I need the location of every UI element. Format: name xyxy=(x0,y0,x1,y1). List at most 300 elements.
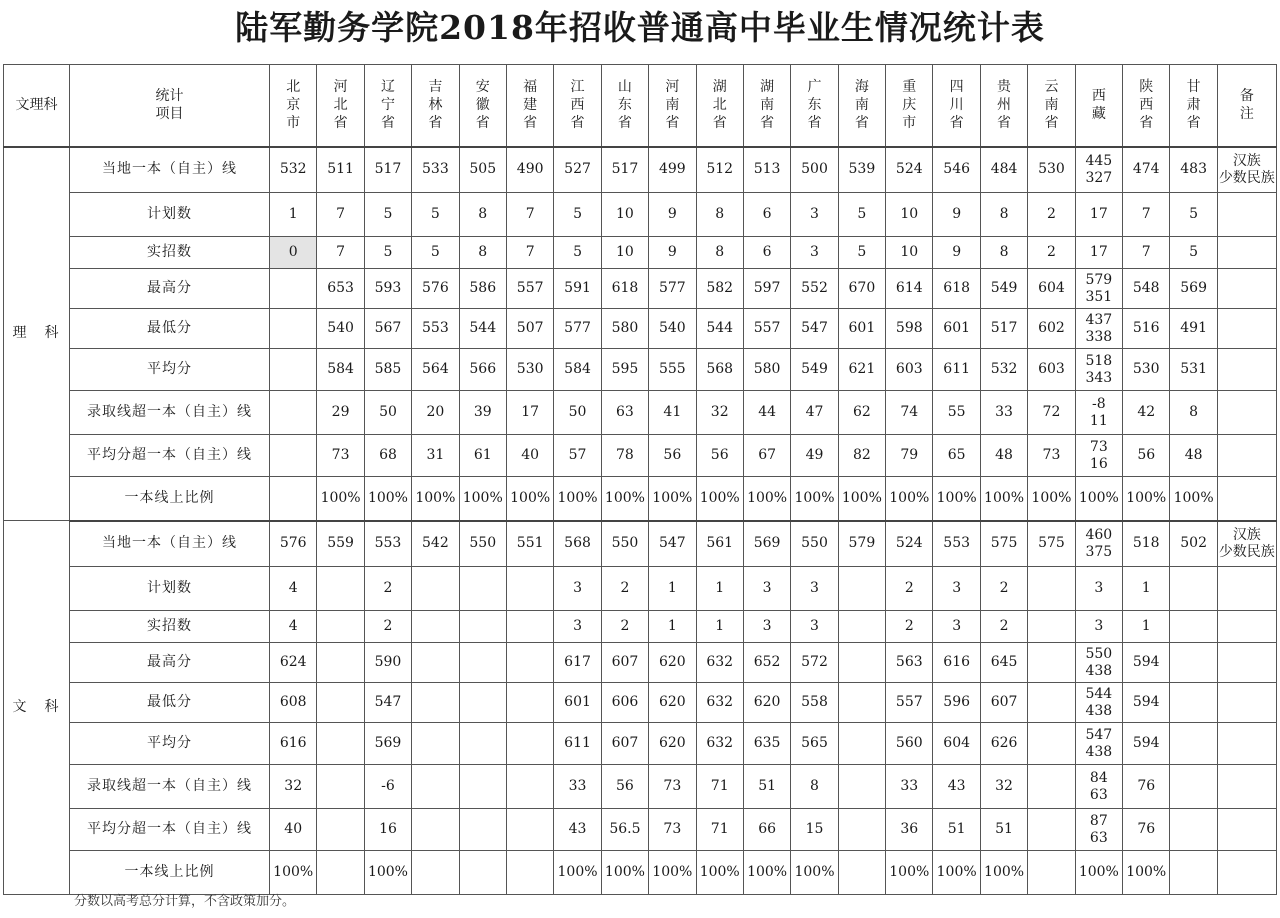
header-province-19: 甘 肃 省 xyxy=(1170,65,1217,147)
table-cell: 87 63 xyxy=(1075,809,1122,851)
table-cell xyxy=(506,567,553,611)
table-cell: 39 xyxy=(459,391,506,435)
table-cell: 50 xyxy=(554,391,601,435)
table-cell: 3 xyxy=(933,567,980,611)
table-cell: 621 xyxy=(838,349,885,391)
table-cell: 483 xyxy=(1170,147,1217,193)
row-note xyxy=(1217,269,1276,309)
table-cell: 76 xyxy=(1123,765,1170,809)
table-cell: 5 xyxy=(1170,193,1217,237)
table-cell: 100% xyxy=(886,851,933,895)
table-row xyxy=(4,765,1277,809)
table-cell: 100% xyxy=(1028,477,1075,521)
table-row xyxy=(4,147,1277,193)
table-cell: 72 xyxy=(1028,391,1075,435)
table-cell: 569 xyxy=(1170,269,1217,309)
table-row xyxy=(4,193,1277,237)
table-cell: 626 xyxy=(980,723,1027,765)
table-cell xyxy=(1170,567,1217,611)
table-cell: 10 xyxy=(886,193,933,237)
table-cell: 582 xyxy=(696,269,743,309)
table-cell: 100% xyxy=(649,851,696,895)
table-cell: 611 xyxy=(933,349,980,391)
table-cell: 601 xyxy=(554,683,601,723)
table-cell: 48 xyxy=(1170,435,1217,477)
table-cell: 51 xyxy=(933,809,980,851)
header-province-0: 北 京 市 xyxy=(270,65,317,147)
table-cell: 10 xyxy=(886,237,933,269)
header-province-14: 四 川 省 xyxy=(933,65,980,147)
row-label: 平均分 xyxy=(70,723,270,765)
table-row xyxy=(4,567,1277,611)
table-cell: 568 xyxy=(696,349,743,391)
table-cell: 527 xyxy=(554,147,601,193)
table-cell xyxy=(1028,851,1075,895)
table-cell: 632 xyxy=(696,723,743,765)
table-cell: 73 xyxy=(649,809,696,851)
table-cell: 530 xyxy=(1028,147,1075,193)
table-cell: 474 xyxy=(1123,147,1170,193)
table-cell: 593 xyxy=(364,269,411,309)
table-cell: 2 xyxy=(364,567,411,611)
header-province-8: 河 南 省 xyxy=(649,65,696,147)
table-cell xyxy=(506,683,553,723)
table-cell: 594 xyxy=(1123,643,1170,683)
table-cell: 1 xyxy=(270,193,317,237)
table-cell: 43 xyxy=(933,765,980,809)
table-cell xyxy=(506,723,553,765)
table-cell: 618 xyxy=(601,269,648,309)
table-cell xyxy=(838,809,885,851)
table-cell xyxy=(317,611,364,643)
table-cell: 29 xyxy=(317,391,364,435)
table-cell xyxy=(412,611,459,643)
table-cell: 524 xyxy=(886,521,933,567)
header-province-5: 福 建 省 xyxy=(506,65,553,147)
table-cell: 7 xyxy=(1123,193,1170,237)
table-cell: 9 xyxy=(933,237,980,269)
table-cell xyxy=(270,477,317,521)
table-cell: 491 xyxy=(1170,309,1217,349)
row-label: 一本线上比例 xyxy=(70,477,270,521)
header-province-15: 贵 州 省 xyxy=(980,65,1027,147)
table-cell xyxy=(1028,765,1075,809)
table-cell: 632 xyxy=(696,643,743,683)
table-cell xyxy=(1170,611,1217,643)
row-label: 实招数 xyxy=(70,611,270,643)
table-cell xyxy=(412,643,459,683)
table-cell: 601 xyxy=(933,309,980,349)
table-cell: 4 xyxy=(270,567,317,611)
table-cell xyxy=(838,611,885,643)
table-cell: 8 xyxy=(696,237,743,269)
table-cell: 547 xyxy=(649,521,696,567)
table-cell xyxy=(459,765,506,809)
table-cell: 1 xyxy=(1123,611,1170,643)
table-cell: 57 xyxy=(554,435,601,477)
table-cell: 524 xyxy=(886,147,933,193)
table-cell: 7 xyxy=(1123,237,1170,269)
table-cell: 33 xyxy=(554,765,601,809)
row-label: 计划数 xyxy=(70,567,270,611)
table-row xyxy=(4,477,1277,521)
table-cell: 31 xyxy=(412,435,459,477)
table-cell: 579 xyxy=(838,521,885,567)
table-cell: 602 xyxy=(1028,309,1075,349)
table-row xyxy=(4,435,1277,477)
table-cell xyxy=(317,567,364,611)
table-cell: 5 xyxy=(412,237,459,269)
table-cell: 569 xyxy=(743,521,790,567)
table-cell: 9 xyxy=(649,237,696,269)
table-cell: 3 xyxy=(743,567,790,611)
table-cell: 544 xyxy=(696,309,743,349)
table-cell: 68 xyxy=(364,435,411,477)
table-cell: 100% xyxy=(1075,851,1122,895)
header-province-10: 湖 南 省 xyxy=(743,65,790,147)
table-cell: 484 xyxy=(980,147,1027,193)
table-cell: 8 xyxy=(696,193,743,237)
table-cell: 607 xyxy=(601,723,648,765)
table-cell: 564 xyxy=(412,349,459,391)
section-category: 理 科 xyxy=(4,147,70,521)
table-cell: 5 xyxy=(554,237,601,269)
table-cell: 551 xyxy=(506,521,553,567)
row-note xyxy=(1217,809,1276,851)
table-cell: 445 327 xyxy=(1075,147,1122,193)
table-cell: 61 xyxy=(459,435,506,477)
header-province-16: 云 南 省 xyxy=(1028,65,1075,147)
table-cell: 5 xyxy=(364,237,411,269)
statistics-table xyxy=(3,64,1277,895)
table-cell: 531 xyxy=(1170,349,1217,391)
table-cell: 100% xyxy=(459,477,506,521)
table-row xyxy=(4,683,1277,723)
table-cell: 3 xyxy=(791,567,838,611)
table-cell: 56.5 xyxy=(601,809,648,851)
table-row xyxy=(4,611,1277,643)
table-cell: 3 xyxy=(933,611,980,643)
header-item: 统计 项目 xyxy=(70,65,270,147)
table-cell: 544 xyxy=(459,309,506,349)
table-cell: 608 xyxy=(270,683,317,723)
table-row xyxy=(4,521,1277,567)
table-cell: 82 xyxy=(838,435,885,477)
header-province-17: 西 藏 xyxy=(1075,65,1122,147)
table-cell: 547 xyxy=(791,309,838,349)
table-cell: 44 xyxy=(743,391,790,435)
table-cell: 5 xyxy=(838,193,885,237)
table-cell: 100% xyxy=(743,851,790,895)
table-cell: 2 xyxy=(886,611,933,643)
table-cell: 530 xyxy=(1123,349,1170,391)
row-label: 平均分超一本（自主）线 xyxy=(70,809,270,851)
table-cell: 65 xyxy=(933,435,980,477)
table-cell: -8 11 xyxy=(1075,391,1122,435)
table-cell: 100% xyxy=(696,477,743,521)
row-note xyxy=(1217,851,1276,895)
table-cell: 47 xyxy=(791,391,838,435)
table-cell xyxy=(459,851,506,895)
table-row xyxy=(4,643,1277,683)
table-cell: 5 xyxy=(412,193,459,237)
table-cell xyxy=(506,851,553,895)
table-cell: 100% xyxy=(554,477,601,521)
table-cell: 51 xyxy=(743,765,790,809)
table-cell: 1 xyxy=(696,611,743,643)
table-cell: 606 xyxy=(601,683,648,723)
table-cell xyxy=(317,683,364,723)
header-province-3: 吉 林 省 xyxy=(412,65,459,147)
table-cell: 100% xyxy=(601,477,648,521)
table-cell: 532 xyxy=(270,147,317,193)
table-cell: 550 438 xyxy=(1075,643,1122,683)
table-cell: 555 xyxy=(649,349,696,391)
table-cell: 9 xyxy=(649,193,696,237)
table-cell xyxy=(1170,809,1217,851)
table-cell: 611 xyxy=(554,723,601,765)
table-cell: 2 xyxy=(886,567,933,611)
table-cell: 2 xyxy=(601,611,648,643)
header-note: 备 注 xyxy=(1217,65,1276,147)
table-cell: 560 xyxy=(886,723,933,765)
table-cell: 16 xyxy=(364,809,411,851)
table-cell: 607 xyxy=(980,683,1027,723)
header-province-4: 安 徽 省 xyxy=(459,65,506,147)
table-cell: 601 xyxy=(838,309,885,349)
table-cell: 8 xyxy=(459,193,506,237)
table-cell: 585 xyxy=(364,349,411,391)
header-province-11: 广 东 省 xyxy=(791,65,838,147)
table-cell: 8 xyxy=(980,237,1027,269)
table-cell: 533 xyxy=(412,147,459,193)
table-cell: 635 xyxy=(743,723,790,765)
row-note xyxy=(1217,193,1276,237)
table-row xyxy=(4,237,1277,269)
table-cell: 620 xyxy=(743,683,790,723)
table-cell: 530 xyxy=(506,349,553,391)
table-cell: 100% xyxy=(317,477,364,521)
table-cell xyxy=(1170,683,1217,723)
table-cell: 100% xyxy=(1123,851,1170,895)
row-note xyxy=(1217,349,1276,391)
table-cell: 32 xyxy=(696,391,743,435)
table-cell: 517 xyxy=(601,147,648,193)
table-cell: 51 xyxy=(980,809,1027,851)
table-cell: 2 xyxy=(1028,193,1075,237)
table-cell: 100% xyxy=(933,851,980,895)
table-cell: 62 xyxy=(838,391,885,435)
table-cell: 2 xyxy=(601,567,648,611)
table-cell xyxy=(459,567,506,611)
table-cell: 490 xyxy=(506,147,553,193)
table-cell: 550 xyxy=(459,521,506,567)
row-note xyxy=(1217,643,1276,683)
table-cell xyxy=(506,765,553,809)
table-cell: 670 xyxy=(838,269,885,309)
row-label: 最高分 xyxy=(70,643,270,683)
table-cell: 1 xyxy=(649,567,696,611)
page-title: 陆军勤务学院2018年招收普通高中毕业生情况统计表 xyxy=(235,8,1045,47)
table-cell: 557 xyxy=(886,683,933,723)
table-cell: 5 xyxy=(554,193,601,237)
table-cell xyxy=(1170,643,1217,683)
table-cell: 100% xyxy=(364,477,411,521)
table-cell: 540 xyxy=(317,309,364,349)
table-cell: 3 xyxy=(743,611,790,643)
row-label: 平均分超一本（自主）线 xyxy=(70,435,270,477)
table-cell xyxy=(317,809,364,851)
table-cell xyxy=(270,349,317,391)
table-cell: 598 xyxy=(886,309,933,349)
table-cell xyxy=(317,851,364,895)
table-cell: 15 xyxy=(791,809,838,851)
table-cell: 557 xyxy=(506,269,553,309)
table-cell: 63 xyxy=(601,391,648,435)
table-cell xyxy=(838,851,885,895)
table-cell: 55 xyxy=(933,391,980,435)
table-cell: 17 xyxy=(1075,237,1122,269)
row-label: 最低分 xyxy=(70,683,270,723)
table-cell: 591 xyxy=(554,269,601,309)
table-cell: 7 xyxy=(317,237,364,269)
row-label: 最低分 xyxy=(70,309,270,349)
table-cell: 618 xyxy=(933,269,980,309)
table-cell xyxy=(506,643,553,683)
table-cell xyxy=(270,269,317,309)
table-cell xyxy=(270,309,317,349)
table-cell: 8 xyxy=(459,237,506,269)
table-cell: 603 xyxy=(1028,349,1075,391)
table-cell: 516 xyxy=(1123,309,1170,349)
header-province-18: 陕 西 省 xyxy=(1123,65,1170,147)
table-cell: 607 xyxy=(601,643,648,683)
table-row xyxy=(4,723,1277,765)
table-cell: 5 xyxy=(364,193,411,237)
table-cell: 3 xyxy=(791,237,838,269)
table-cell: 553 xyxy=(412,309,459,349)
table-cell xyxy=(459,643,506,683)
table-cell: 604 xyxy=(1028,269,1075,309)
table-cell: 40 xyxy=(506,435,553,477)
header-province-12: 海 南 省 xyxy=(838,65,885,147)
table-cell xyxy=(270,435,317,477)
table-cell xyxy=(838,765,885,809)
table-cell: 7 xyxy=(317,193,364,237)
table-cell: 549 xyxy=(980,269,1027,309)
row-note xyxy=(1217,237,1276,269)
table-cell: 32 xyxy=(980,765,1027,809)
table-cell xyxy=(838,643,885,683)
table-cell: 552 xyxy=(791,269,838,309)
table-cell: 56 xyxy=(1123,435,1170,477)
table-cell: 653 xyxy=(317,269,364,309)
table-cell: 2 xyxy=(364,611,411,643)
table-cell: 617 xyxy=(554,643,601,683)
row-label: 录取线超一本（自主）线 xyxy=(70,765,270,809)
table-row xyxy=(4,809,1277,851)
table-cell xyxy=(459,683,506,723)
table-cell xyxy=(412,809,459,851)
table-cell: 73 xyxy=(1028,435,1075,477)
table-cell: 8 xyxy=(791,765,838,809)
table-cell: 76 xyxy=(1123,809,1170,851)
table-cell xyxy=(412,567,459,611)
table-cell xyxy=(1170,851,1217,895)
table-cell: 652 xyxy=(743,643,790,683)
table-cell xyxy=(506,809,553,851)
table-cell xyxy=(270,391,317,435)
table-cell: 569 xyxy=(364,723,411,765)
table-cell xyxy=(1028,809,1075,851)
table-cell: 4 xyxy=(270,611,317,643)
table-cell: 1 xyxy=(696,567,743,611)
table-cell: 590 xyxy=(364,643,411,683)
table-cell: 56 xyxy=(601,765,648,809)
table-cell: 505 xyxy=(459,147,506,193)
table-cell: 513 xyxy=(743,147,790,193)
row-note xyxy=(1217,723,1276,765)
table-cell: 3 xyxy=(554,611,601,643)
table-cell: 40 xyxy=(270,809,317,851)
table-row xyxy=(4,391,1277,435)
table-cell: 547 xyxy=(364,683,411,723)
table-cell: 594 xyxy=(1123,723,1170,765)
table-cell xyxy=(412,683,459,723)
table-cell: 9 xyxy=(933,193,980,237)
table-cell: 0 xyxy=(270,237,317,269)
table-cell xyxy=(459,809,506,851)
table-cell: 579 351 xyxy=(1075,269,1122,309)
table-cell: 624 xyxy=(270,643,317,683)
table-cell xyxy=(1170,765,1217,809)
table-cell: 100% xyxy=(270,851,317,895)
table-cell xyxy=(1028,723,1075,765)
table-cell: 577 xyxy=(649,269,696,309)
table-cell xyxy=(459,723,506,765)
table-cell: 50 xyxy=(364,391,411,435)
row-note xyxy=(1217,611,1276,643)
table-cell: 100% xyxy=(838,477,885,521)
table-cell: 547 438 xyxy=(1075,723,1122,765)
table-cell: 540 xyxy=(649,309,696,349)
row-note xyxy=(1217,683,1276,723)
table-cell: 596 xyxy=(933,683,980,723)
table-cell: 511 xyxy=(317,147,364,193)
row-label: 当地一本（自主）线 xyxy=(70,147,270,193)
table-cell: 1 xyxy=(649,611,696,643)
table-cell: 73 16 xyxy=(1075,435,1122,477)
row-note xyxy=(1217,435,1276,477)
row-note: 汉族 少数民族 xyxy=(1217,521,1276,567)
table-row xyxy=(4,309,1277,349)
table-cell: 100% xyxy=(1075,477,1122,521)
table-cell: 56 xyxy=(649,435,696,477)
table-cell xyxy=(1028,611,1075,643)
table-cell: 100% xyxy=(412,477,459,521)
table-cell xyxy=(838,683,885,723)
table-cell: 500 xyxy=(791,147,838,193)
header-province-1: 河 北 省 xyxy=(317,65,364,147)
table-cell: 518 xyxy=(1123,521,1170,567)
table-cell: 100% xyxy=(791,851,838,895)
table-cell: 8 xyxy=(1170,391,1217,435)
table-cell: 576 xyxy=(412,269,459,309)
header-province-13: 重 庆 市 xyxy=(886,65,933,147)
table-cell: 550 xyxy=(601,521,648,567)
table-cell: 33 xyxy=(980,391,1027,435)
table-cell: 563 xyxy=(886,643,933,683)
